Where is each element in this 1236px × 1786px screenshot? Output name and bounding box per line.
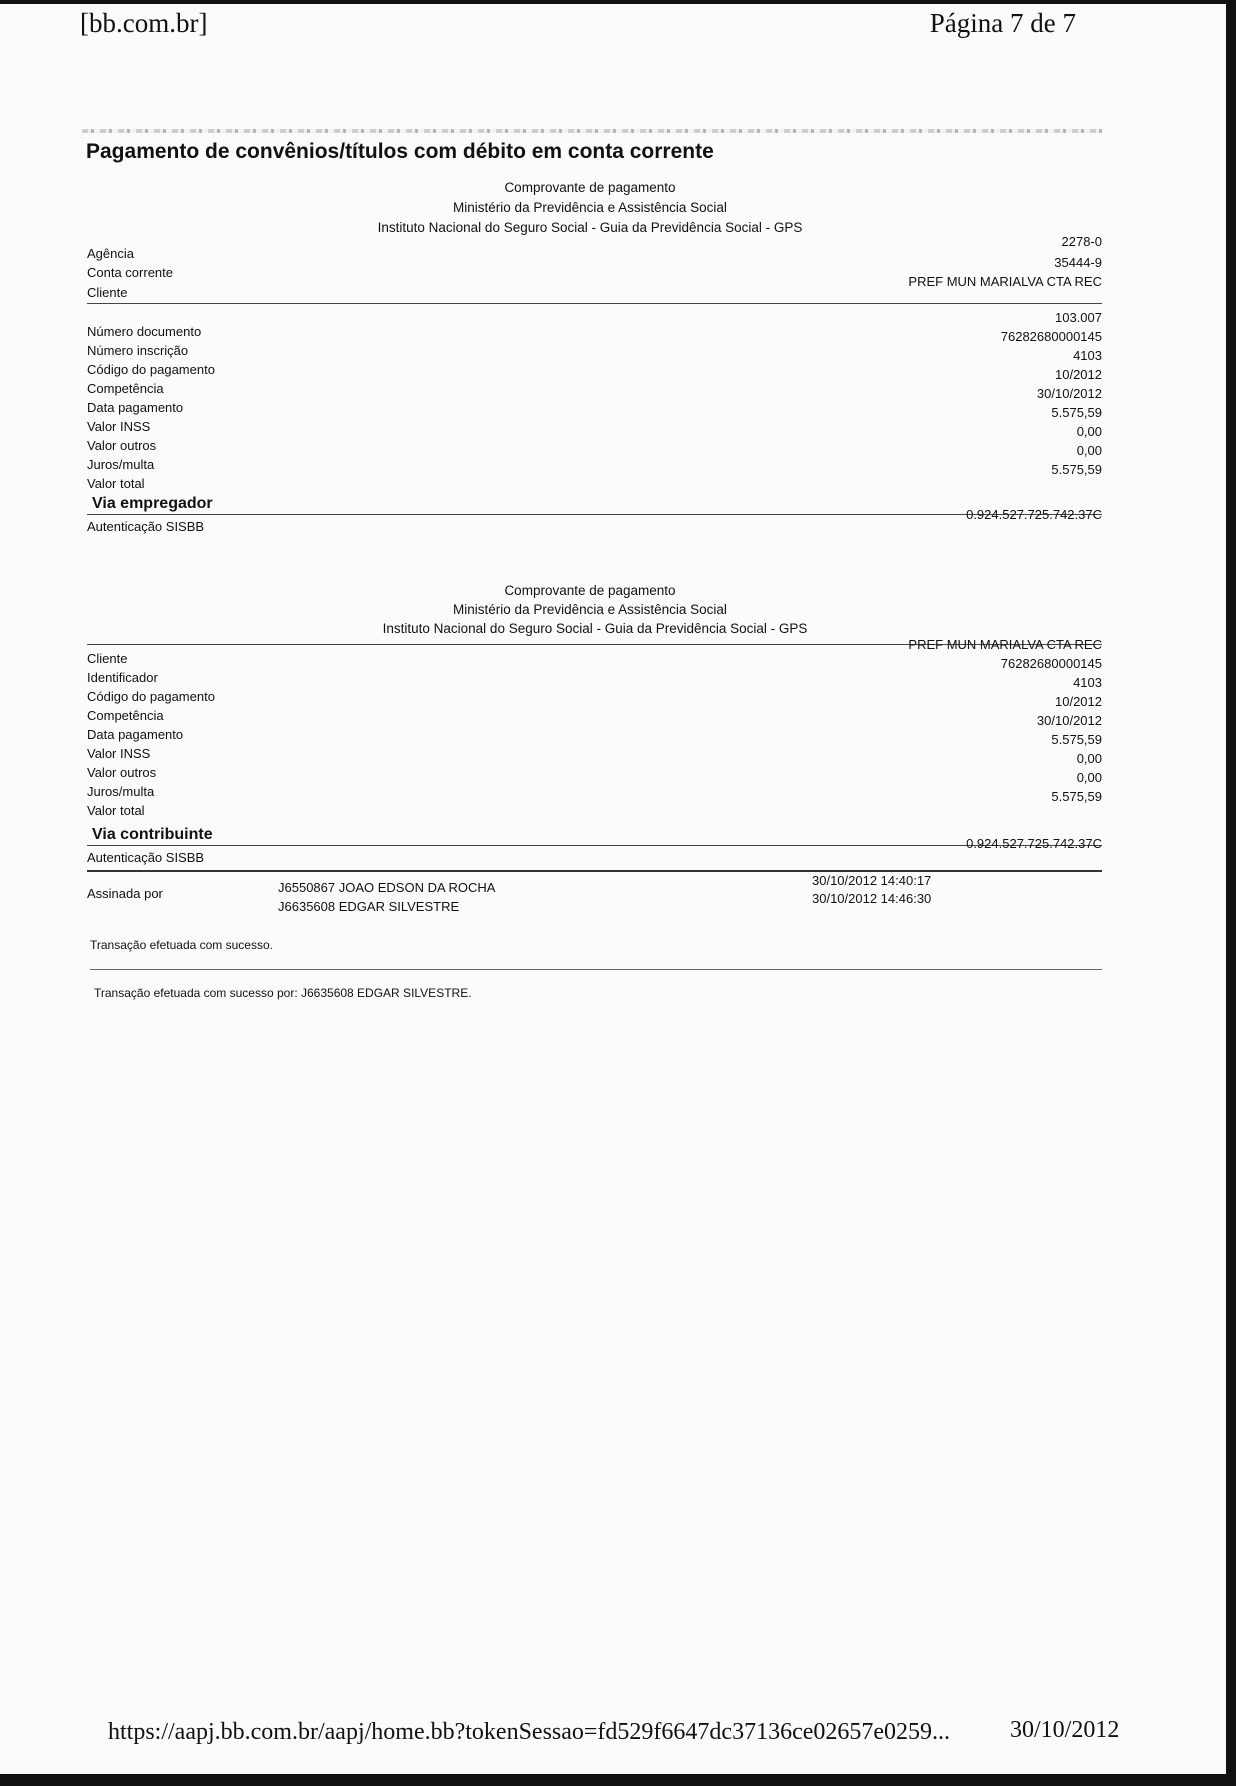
signer-datetime: 30/10/2012 14:46:30 (812, 891, 932, 906)
signer-name: J6635608 EDGAR SILVESTRE (278, 899, 460, 914)
receipt1-label-agencia: Agência (87, 246, 134, 261)
page-title: Pagamento de convênios/títulos com débito em conta corrente (86, 140, 714, 163)
receipt2-field-label: Valor INSS (87, 746, 151, 761)
receipt1-value-agencia: 2278-0 (1061, 234, 1102, 249)
receipt2-field-label: Valor total (87, 803, 145, 818)
divider (87, 845, 1102, 846)
receipt1-field-value: 5.575,59 (1051, 405, 1102, 420)
receipt2-ministry: Ministério da Previdência e Assistência Social (453, 602, 727, 617)
receipt2-field-value: 5.575,59 (1051, 732, 1102, 747)
receipt1-label-cliente: Cliente (87, 285, 128, 300)
receipt1-field-value: 0,00 (1076, 424, 1102, 439)
signer-datetime: 30/10/2012 14:40:17 (812, 873, 932, 888)
receipt2-field-value: 0,00 (1076, 770, 1102, 785)
receipt1-value-conta: 35444-9 (1054, 255, 1102, 270)
receipt2-field-label: Código do pagamento (87, 689, 215, 704)
receipt2-field-value: 76282680000145 (1000, 656, 1102, 671)
divider (90, 969, 1102, 970)
receipt2-field-label: Competência (87, 708, 164, 723)
receipt2-field-value: 10/2012 (1055, 694, 1102, 709)
document-page (0, 4, 1226, 1774)
site-header: [bb.com.br] (80, 8, 208, 38)
receipt1-field-label: Código do pagamento (87, 362, 215, 377)
footer-date: 30/10/2012 (1010, 1717, 1120, 1743)
receipt1-value-cliente: PREF MUN MARIALVA CTA REC (908, 274, 1102, 289)
receipt1-field-value: 103.007 (1055, 310, 1102, 325)
receipt1-field-value: 76282680000145 (1000, 329, 1102, 344)
receipt2-field-value: 4103 (1073, 675, 1102, 690)
scan-artifact-line (82, 129, 1102, 133)
receipt2-institute: Instituto Nacional do Seguro Social - Guia da Previdência Social - GPS (382, 621, 808, 636)
receipt1-field-value: 5.575,59 (1051, 462, 1102, 477)
receipt2-field-label: Cliente (87, 651, 128, 666)
receipt1-auth-label: Autenticação SISBB (87, 519, 205, 534)
receipt1-field-value: 10/2012 (1055, 367, 1102, 382)
receipt1-heading: Comprovante de pagamento (504, 180, 676, 195)
receipt1-label-conta: Conta corrente (87, 265, 173, 280)
receipt1-field-label: Número documento (87, 324, 202, 339)
divider (87, 870, 1102, 872)
divider (87, 514, 1102, 515)
receipt1-field-label: Juros/multa (87, 457, 155, 472)
receipt1-field-value: 0,00 (1076, 443, 1102, 458)
receipt2-field-label: Identificador (87, 670, 158, 685)
receipt2-auth-value: 0.924.527.725.742.37C (966, 836, 1102, 851)
status-text: Transação efetuada com sucesso. (90, 938, 273, 952)
receipt2-field-value: PREF MUN MARIALVA CTA REC (908, 637, 1102, 652)
receipt1-field-label: Valor total (87, 476, 145, 491)
receipt2-field-value: 5.575,59 (1051, 789, 1102, 804)
receipt1-institute: Instituto Nacional do Seguro Social - Guia da Previdência Social - GPS (377, 220, 803, 235)
status-by-text: Transação efetuada com sucesso por: J6635608 EDGAR SILVESTRE. (94, 986, 472, 1000)
receipt1-auth-value: 0.924.527.725.742.37C (966, 507, 1102, 522)
page-number: Página 7 de 7 (929, 8, 1076, 38)
footer-url: https://aapj.bb.com.br/aapj/home.bb?tokenSessao=fd529f6647dc37136ce02657e0259... (108, 1719, 951, 1745)
signed-by-label: Assinada por (87, 886, 163, 901)
receipt2-auth-label: Autenticação SISBB (87, 850, 205, 865)
receipt1-field-value: 30/10/2012 (1036, 386, 1102, 401)
receipt1-field-label: Competência (87, 381, 164, 396)
receipt2-field-value: 30/10/2012 (1036, 713, 1102, 728)
receipt2-heading: Comprovante de pagamento (504, 583, 676, 598)
receipt1-field-label: Número inscrição (87, 343, 189, 358)
receipt2-field-label: Data pagamento (87, 727, 184, 742)
receipt2-field-value: 0,00 (1076, 751, 1102, 766)
receipt1-field-label: Valor INSS (87, 419, 151, 434)
receipt2-field-label: Juros/multa (87, 784, 155, 799)
divider (87, 303, 1102, 304)
receipt1-field-value: 4103 (1073, 348, 1102, 363)
receipt1-field-label: Valor outros (87, 438, 157, 453)
receipt1-ministry: Ministério da Previdência e Assistência Social (453, 200, 727, 215)
receipt2-via: Via contribuinte (92, 826, 213, 843)
signer-name: J6550867 JOAO EDSON DA ROCHA (278, 880, 496, 895)
receipt1-via: Via empregador (92, 495, 213, 512)
receipt1-field-label: Data pagamento (87, 400, 184, 415)
receipt2-field-label: Valor outros (87, 765, 157, 780)
